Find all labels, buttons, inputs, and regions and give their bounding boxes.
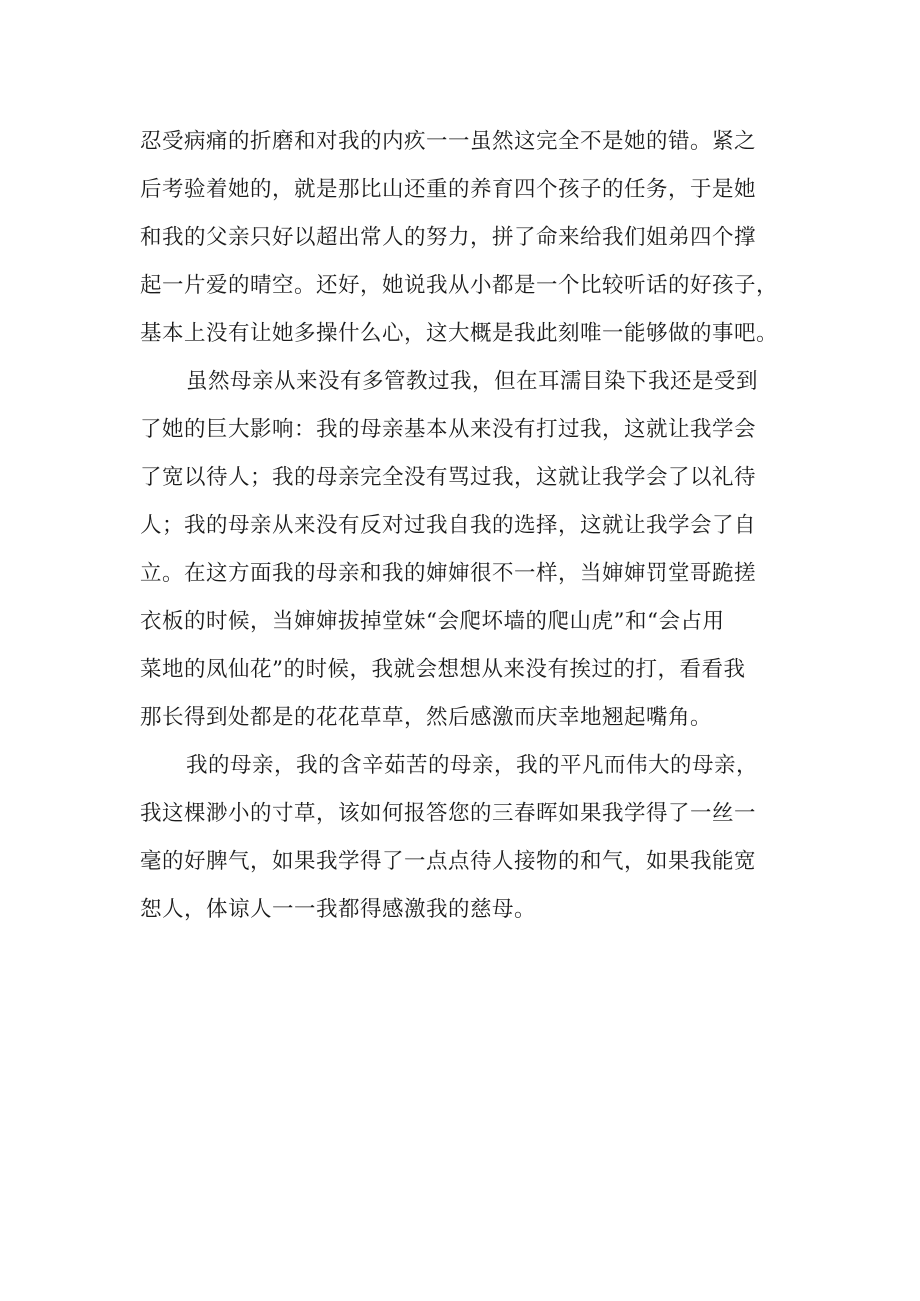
paragraph-2	[140, 358, 790, 742]
text-line: 恕人，体谅人一一我都得感激我的慈母。	[140, 897, 537, 922]
text-line: 基本上没有让她多操什么心，这大概是我此刻唯一能够做的事吧。	[140, 321, 779, 346]
text-line: 那长得到处都是的花花草草，然后感激而庆幸地翘起嘴角。	[140, 705, 713, 730]
text-line: 后考验着她的，就是那比山还重的养育四个孩子的任务，于是她	[140, 177, 757, 202]
text-line: 和我的父亲只好以超出常人的努力，拼了命来给我们姐弟四个撑	[140, 225, 757, 250]
text-line: 忍受病痛的折磨和对我的内疚一一虽然这完全不是她的错。紧之	[140, 129, 757, 154]
paragraph-1	[140, 118, 790, 358]
text-line: 虽然母亲从来没有多管教过我，但在耳濡目染下我还是受到	[186, 369, 759, 394]
text-line: 衣板的时候，当婶婶拔掉堂妹“会爬坏墙的爬山虎”和“会占用	[140, 609, 725, 634]
text-line: 起一片爱的晴空。还好，她说我从小都是一个比较听话的好孩子，	[140, 273, 779, 298]
text-line: 立。在这方面我的母亲和我的婶婶很不一样，当婶婶罚堂哥跪搓	[140, 561, 757, 586]
text-line: 毫的好脾气，如果我学得了一点点待人接物的和气，如果我能宽	[140, 849, 757, 874]
text-line: 菜地的凤仙花”的时候，我就会想想从来没有挨过的打，看看我	[140, 657, 746, 682]
paragraph-3	[140, 742, 790, 934]
text-line: 了她的巨大影响：我的母亲基本从来没有打过我，这就让我学会	[140, 417, 757, 442]
text-line: 我这棵渺小的寸草，该如何报答您的三春晖如果我学得了一丝一	[140, 801, 757, 826]
body-text	[140, 118, 790, 934]
text-line: 人；我的母亲从来没有反对过我自我的选择，这就让我学会了自	[140, 513, 757, 538]
text-line: 我的母亲，我的含辛茹苦的母亲，我的平凡而伟大的母亲，	[186, 753, 759, 778]
text-line: 了宽以待人；我的母亲完全没有骂过我，这就让我学会了以礼待	[140, 465, 757, 490]
